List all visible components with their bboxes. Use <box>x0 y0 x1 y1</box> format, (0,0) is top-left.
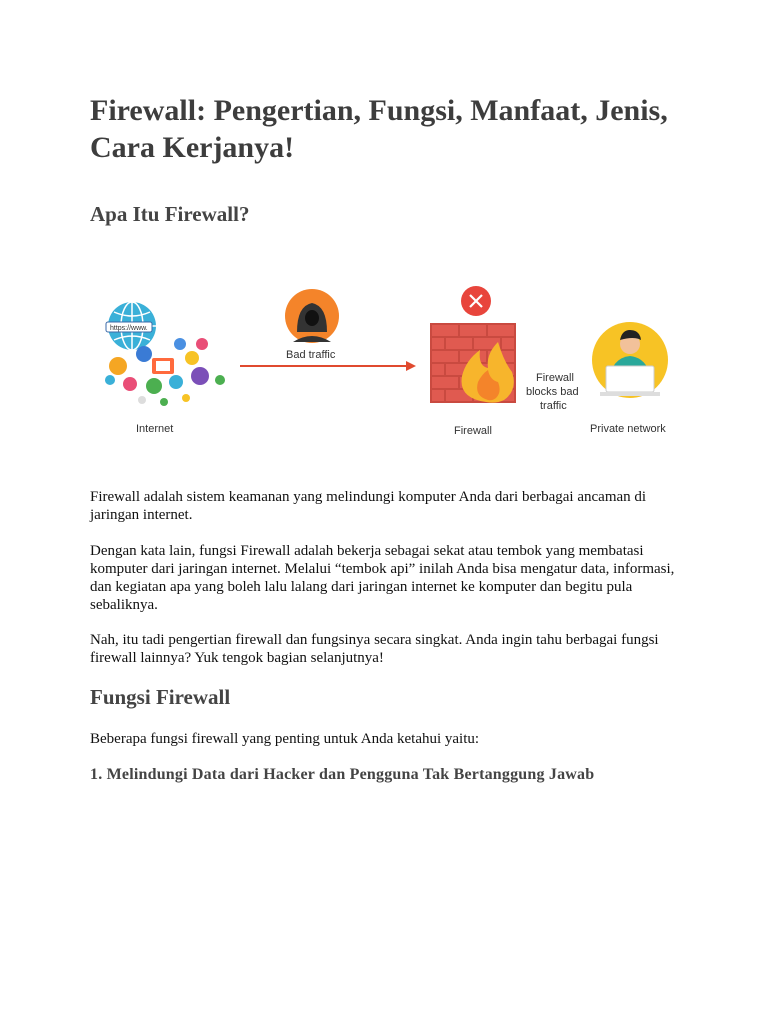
blocks-line-3: traffic <box>540 400 567 412</box>
internet-label: Internet <box>136 423 174 435</box>
private-network-label: Private network <box>590 423 666 435</box>
firewall-label: Firewall <box>454 425 492 437</box>
heading-fungsi-firewall: Fungsi Firewall <box>90 685 231 709</box>
blocks-line-2: blocks bad <box>526 386 579 398</box>
bad-traffic-label: Bad traffic <box>286 349 336 361</box>
firewall-diagram <box>100 280 690 450</box>
paragraph-fungsi-intro: Beberapa fungsi firewall yang penting untuk Anda ketahui yaitu: <box>90 731 480 747</box>
heading-apa-itu-firewall: Apa Itu Firewall? <box>90 202 250 226</box>
paragraph-summary: Nah, itu tadi pengertian firewall dan fungsinya secara singkat. Anda ingin tahu berbagai fungsi firewall lainnya? Yuk tengok bagian selanjutnya! <box>90 632 659 666</box>
page-title: Firewall: Pengertian, Fungsi, Manfaat, Jenis, Cara Kerjanya! <box>90 94 668 164</box>
firewall-diagram-svg <box>100 280 690 450</box>
blocked-x-icon <box>461 286 491 316</box>
subheading-melindungi-data: 1. Melindungi Data dari Hacker dan Pengguna Tak Bertanggung Jawab <box>90 766 595 783</box>
paragraph-definition: Firewall adalah sistem keamanan yang melindungi komputer Anda dari berbagai ancaman di jaringan internet. <box>90 489 647 523</box>
hacker-icon <box>285 289 339 343</box>
internet-cluster-icon <box>105 302 225 406</box>
firewall-icon <box>430 323 516 403</box>
blocks-line-1: Firewall <box>536 372 574 384</box>
paragraph-explanation: Dengan kata lain, fungsi Firewall adalah bekerja sebagai sekat atau tembok yang membatasi komputer dari jaringan internet. Melalui “tembok api” inilah Anda bisa mengatur data, informasi, dan kegiatan apa yang boleh lalu lalang dari jaringan internet ke komputer dan begitu pula sebaliknya. <box>90 543 675 613</box>
bad-traffic-arrow <box>240 361 416 371</box>
private-network-user-icon <box>592 322 668 398</box>
browser-url-text: https://www. <box>110 325 148 332</box>
